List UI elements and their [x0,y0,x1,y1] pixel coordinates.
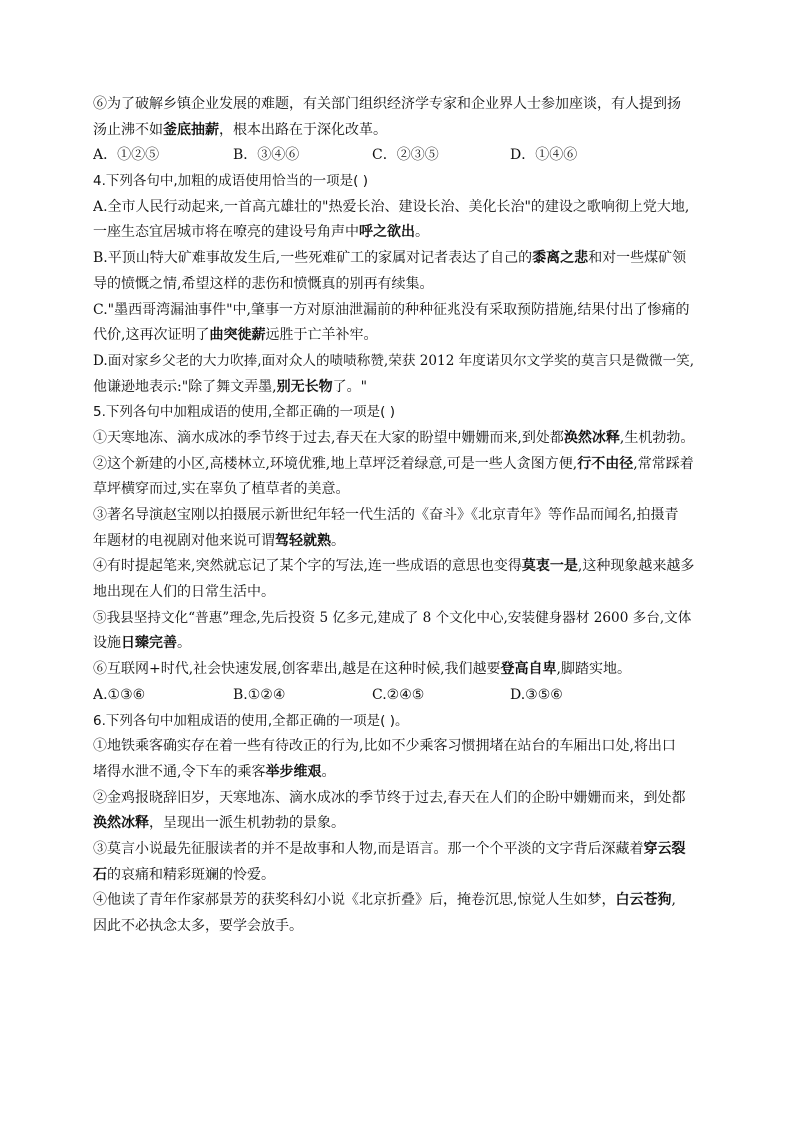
q4-a-line-1 [93,195,713,221]
q4-a-line-2 [93,220,713,246]
text: 和对一些煤矿领 [588,250,687,267]
text: 。 [321,763,336,780]
q3-sentence-6-line-2 [93,118,713,144]
bold-idiom: 涣然冰释 [563,429,620,446]
q6-sentence-1-line-2 [93,760,713,786]
q4-c-line-2 [93,323,713,349]
q6-sentence-4-line-1 [93,888,713,914]
bold-idiom: 釜底抽薪 [163,121,219,138]
text: ,生机勃勃。 [619,429,695,446]
text: 一座生态宜居城市将在嘹亮的建设号角声中 [93,224,359,241]
text: C."墨西哥湾漏油事件"中,肇事一方对原油泄漏前的种种征兆没有采取预防措施,结果付出了惨痛的 [93,301,690,318]
q5-sentence-4-line-1 [93,554,713,580]
text: 的哀痛和精彩斑斓的怜爱。 [107,866,275,883]
document-content [93,92,713,940]
q6-sentence-2-line-2 [93,811,713,837]
q5-sentence-5-line-1 [93,606,713,632]
text: 年题材的电视剧对他来说可谓 [93,532,275,549]
option-a: A．①②⑤ [93,147,160,164]
text: 草坪横穿而过,实在辜负了植草者的美意。 [93,481,350,498]
text: 堵得水泄不通,令下车的乘客 [93,763,266,780]
q6-sentence-1-line-1 [93,734,713,760]
option-c: C．②③⑤ [372,147,439,164]
text: ⑤我县坚持文化“普惠”理念,先后投资 5 亿多元,建成了 8 个文化中心,安装健身器材 2600 多台,文体 [93,609,692,626]
q5-sentence-6 [93,657,713,683]
q4-b-line-2 [93,272,713,298]
q5-sentence-3-line-1 [93,503,713,529]
bold-idiom: 登高自卑 [500,661,557,678]
text: ①天寒地冻、滴水成冰的季节终于过去,春天在大家的盼望中姗姗而来,到处都 [93,429,564,446]
text: ⑥为了破解乡镇企业发展的难题，有关部门组织经济学专家和企业界人士参加座谈，有人提到扬 [93,96,681,112]
text: 他谦逊地表示:"除了舞文弄墨, [93,378,277,395]
q5-sentence-1 [93,426,713,452]
text: 6.下列各句中加粗成语的使用,全都正确的一项是( )。 [93,712,409,729]
text: B.平顶山特大矿难事故发生后,一些死难矿工的家属对记者表达了自己的 [93,250,533,267]
text: 地出现在人们的日常生活中。 [93,584,275,601]
q3-options [93,143,713,169]
text: ②这个新建的小区,高楼林立,环境优雅,地上草坪泛着绿意,可是一些人贪图方便, [93,455,578,472]
text: ②金鸡报晓辞旧岁，天寒地冻、滴水成冰的季节终于过去,春天在人们的企盼中姗姗而来，到处都 [93,789,686,806]
q4-d-line-1 [93,349,713,375]
bold-idiom: 驾轻就熟 [275,532,331,549]
bold-idiom: 白云苍狗 [615,892,672,909]
bold-idiom: 黍离之悲 [532,250,589,267]
text: 汤止沸不如 [93,121,163,138]
option-d: D．①④⑥ [510,147,578,164]
option-b: B．③④⑥ [233,147,300,164]
text: 因此不必执念太多，要学会放手。 [93,918,303,934]
text: ，根本出路在于深化改革。 [219,121,387,138]
text: 远胜于亡羊补牢。 [265,327,378,344]
q6-sentence-3-line-1 [93,837,713,863]
bold-idiom: 曲突徙薪 [209,327,266,344]
text: ,常常踩着 [633,455,694,472]
bold-idiom: 举步维艰 [265,763,322,780]
bold-idiom: 石 [93,866,107,883]
text: 4.下列各句中,加粗的成语使用恰当的一项是( ) [93,173,368,190]
bold-idiom: 呼之欲出 [359,224,415,241]
text: ,这种现象越来越多 [577,558,695,575]
text: ④有时提起笔来,突然就忘记了某个字的写法,连一些成语的意思也变得 [93,558,522,575]
bold-idiom: 涣然冰释 [93,815,149,832]
q5-sentence-2-line-1 [93,452,713,478]
text: , [671,892,676,909]
q3-sentence-6-line-1 [93,92,713,118]
q4-title [93,169,713,195]
q4-b-line-1 [93,246,713,272]
q5-options [93,683,713,709]
q5-sentence-2-line-2 [93,477,713,503]
q6-sentence-3-line-2 [93,863,713,889]
text: ，呈现出一派生机勃勃的景象。 [149,815,345,832]
option-c: C.②④⑤ [372,686,425,703]
text: ,脚踏实地。 [556,661,631,678]
text: ④他读了青年作家郝景芳的获奖科幻小说《北京折叠》后，掩卷沉思,惊觉人生如梦， [93,892,616,909]
q5-sentence-3-line-2 [93,529,713,555]
bold-idiom: 日臻完善 [121,635,177,652]
bold-idiom: 穿云裂 [643,840,686,857]
q6-sentence-4-line-2 [93,914,713,940]
q5-sentence-4-line-2 [93,580,713,606]
text: 。 [415,224,429,241]
text: 设施 [93,635,121,652]
text: A.全市人民行动起来,一首高亢雄壮的"热爱长治、建设长治、美化长治"的建设之歌响彻上党大地, [93,198,690,215]
q4-c-line-1 [93,298,713,324]
text: ③著名导演赵宝刚以拍摄展示新世纪年轻一代生活的《奋斗》《北京青年》等作品而闻名,拍摄青 [93,507,679,523]
text: ③莫言小说最先征服读者的并不是故事和人物,而是语言。那一个个平淡的文字背后深藏着 [93,840,644,857]
q6-sentence-2-line-1 [93,786,713,812]
bold-idiom: 别无长物 [276,378,333,395]
text: 了。" [332,378,368,395]
option-b: B.①②④ [233,686,286,703]
text: 代价,这再次证明了 [93,327,210,344]
bold-idiom: 莫衷一是 [521,558,578,575]
text: D.面对家乡父老的大力吹捧,面对众人的啧啧称赞,荣获 2012 年度诺贝尔文学奖的莫言只是微微一笑, [93,352,695,369]
text: ⑥互联网+时代,社会快速发展,创客辈出,越是在这种时候,我们越要 [93,661,501,678]
text: ①地铁乘客确实存在着一些有待改正的行为,比如不少乘客习惯拥堵在站台的车厢出口处,将出口 [93,738,676,755]
q5-sentence-5-line-2 [93,631,713,657]
q6-title [93,709,713,735]
option-d: D.③⑤⑥ [510,686,563,703]
text: 5.下列各句中加粗成语的使用,全都正确的一项是( ) [93,404,395,421]
text: 。 [177,635,191,652]
text: 导的愤慨之情,希望这样的悲伤和愤慨真的别再有续集。 [93,275,434,292]
bold-idiom: 行不由径 [577,455,634,472]
q5-title [93,400,713,426]
option-a: A.①③⑥ [93,686,146,703]
text: 。 [331,532,345,549]
q4-d-line-2 [93,375,713,401]
